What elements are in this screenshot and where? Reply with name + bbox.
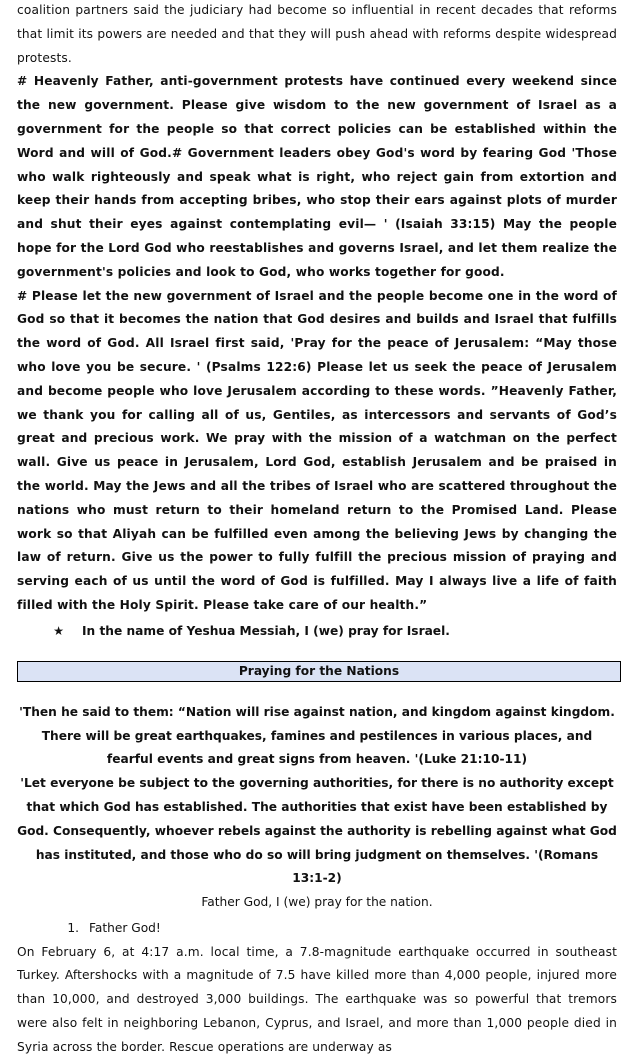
list-item-label: Father God! [89,920,161,935]
list-item-number: 1. [67,920,79,935]
turkey-earthquake-paragraph: On February 6, at 4:17 a.m. local time, a 7.8-magnitude earthquake occurred in southeast Turkey. Aftershocks with a magnitude of 7.5 have killed more than 4,000 people, injured more than 10,000, and destroyed 3,000 buildings. The earthquake was so powerful that tremors were also felt in neighboring Lebanon, Cyprus, and Israel, and more than 1,000 people died in Syria across the border. Rescue operations are underway as [17,944,617,1054]
list-item [17,917,617,941]
government-prayer-paragraph: # Heavenly Father, anti-government protests have continued every weekend since the new government. Please give wisdom to the new government of Israel as a government for the people so that correct policies can be established within the Word and will of God.# Government leaders obey God's word by fearing God 'Those who walk righteously and speak what is right, who reject gain from extortion and keep their hands from accepting bribes, who stop their ears against plots of murder and shut their eyes against contemplating evil— ' (Isaiah 33:15) May the people hope for the Lord God who reestablishes and governs Israel, and let them realize the government's policies and look to God, who works together for good. [17,74,617,279]
unity-prayer-paragraph: # Please let the new government of Israel and the people become one in the word of God so that it becomes the nation that God desires and builds and Israel that fulfills the word of God. All Israel first said, 'Pray for the peace of Jerusalem: “May those who love you be secure. ' (Psalms 122:6) Please let us seek the peace of Jerusalem and become people who love Jerusalem according to these words. ”Heavenly Father, we thank you for calling all of us, Gentiles, as intercessors and servants of God’s great and precious work. We pray with the mission of a watchman on the perfect wall. Give us peace in Jerusalem, Lord God, establish Jerusalem and be praised in the world. May the Jews and all the tribes of Israel who are scattered throughout the nations who must return to their homeland return to the Promised Land. Please work so that Aliyah can be fulfilled even among the believing Jews by changing the law of return. Give us the power to fully fulfill the precious mission of praying and serving each of us until the word of God is fulfilled. May I always live a life of faith filled with the Holy Spirit. Please take care of our health.” [17,288,617,612]
nation-prayer-line: Father God, I (we) pray for the nation. [201,895,433,910]
closing-prayer-text: In the name of Yeshua Messiah, I (we) pray for Israel. [82,623,450,638]
section-header [17,661,621,682]
section-title: Praying for the Nations [238,663,400,678]
scripture-block [17,701,617,891]
intro-paragraph: coalition partners said the judiciary had become so influential in recent decades that reforms that limit its powers are needed and that they will push ahead with reforms despite widespread protests. [17,3,617,65]
romans-verse: 'Let everyone be subject to the governing authorities, for there is no authority except that which God has established. The authorities that exist have been established by God. Consequently, whoever rebels against the authority is rebelling against what God has instituted, and those who do so will bring judgment on themselves. '(Romans 13:1-2) [17,776,617,886]
document-page [17,0,617,1060]
closing-prayer-line [17,619,617,643]
star-bullet-icon: ★ [53,623,64,638]
luke-verse: 'Then he said to them: “Nation will rise against nation, and kingdom against kingdom. There will be great earthquakes, famines and pestilences in various places, and fearful events and great signs from heaven. '(Luke 21:10-11) [19,704,615,767]
